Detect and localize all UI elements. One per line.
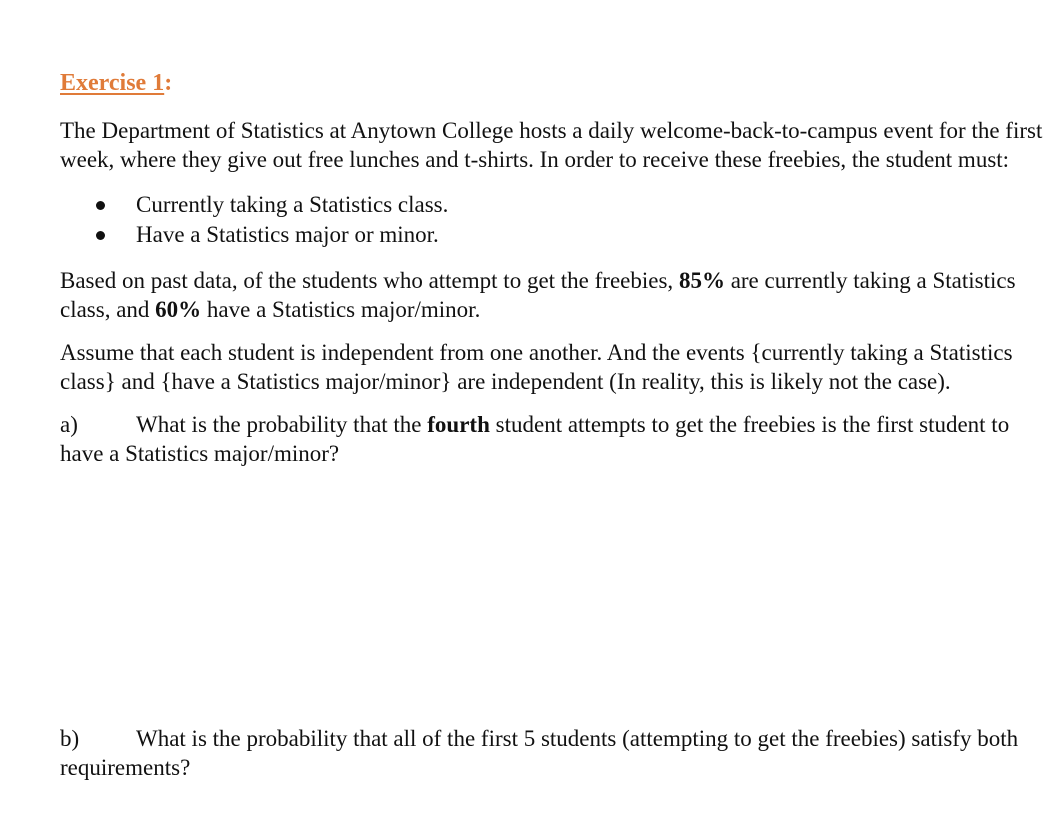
question-b-label: b) <box>60 726 80 751</box>
past-data-paragraph <box>60 266 1050 324</box>
assumption-paragraph: Assume that each student is independent from one another. And the events {currently taking a Statistics class} and {have a Statistics major/minor} are independent (In reality, this is likely not the case). <box>60 340 1013 394</box>
exercise-heading <box>60 66 1050 100</box>
bullet-icon <box>96 201 105 210</box>
pct-major-value: 60% <box>155 297 202 322</box>
bullet-icon <box>96 231 105 240</box>
past-data-text-3: have a Statistics major/minor. <box>201 297 481 322</box>
document-page <box>60 66 1050 780</box>
requirement-text: Have a Statistics major or minor. <box>136 222 439 247</box>
requirement-text: Currently taking a Statistics class. <box>136 192 449 217</box>
question-a-label: a) <box>60 412 78 437</box>
past-data-text-1: Based on past data, of the students who attempt to get the freebies, <box>60 268 679 293</box>
question-a <box>60 410 1050 468</box>
requirement-item <box>60 190 1050 220</box>
question-a-text-2: student attempts to get the freebies is the first student to have a Statistics major/minor? <box>60 412 1010 466</box>
question-b-text: What is the probability that all of the first 5 students (attempting to get the freebies) satisfy both requirements? <box>60 726 1019 780</box>
question-a-bold: fourth <box>427 412 490 437</box>
pct-class-value: 85% <box>678 268 725 293</box>
exercise-title-colon: : <box>164 70 173 96</box>
exercise-title: Exercise 1 <box>60 70 165 96</box>
past-data-text-2: are currently taking a Statistics class, and <box>60 268 1016 322</box>
question-a-text-1: What is the probability that the <box>136 412 428 437</box>
requirement-item <box>60 220 1050 250</box>
requirements-list <box>60 190 1050 250</box>
intro-paragraph: The Department of Statistics at Anytown College hosts a daily welcome-back-to-campus event for the first week, where they give out free lunches and t-shirts. In order to receive these freebies, the student must: <box>60 118 1043 172</box>
question-b <box>60 724 1050 782</box>
